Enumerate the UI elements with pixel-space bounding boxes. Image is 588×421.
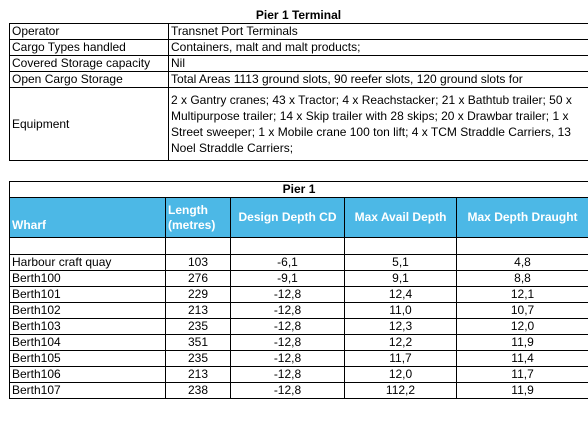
equipment-value: 2 x Gantry cranes; 43 x Tractor; 4 x Reachstacker; 21 x Bathtub trailer; 50 x Multipurpose trailer; 14 x Skip trailer with 28 skips; 20 x Drawbar trailer; 1 x Street sweeper; 1 x Mobile crane 100 ton lift; 4 x TCM Straddle Carriers, 13 Noel Straddle Carriers; bbox=[169, 88, 588, 161]
covered-storage-value: Nil bbox=[169, 56, 588, 72]
design-depth-cell: -9,1 bbox=[231, 271, 345, 287]
wharf-cell: Berth106 bbox=[10, 367, 166, 383]
open-storage-value: Total Areas 1113 ground slots, 90 reefer slots, 120 ground slots for bbox=[169, 72, 588, 88]
max-depth-draught-cell: 11,9 bbox=[457, 383, 588, 399]
header-row bbox=[10, 198, 588, 238]
table-row bbox=[10, 72, 588, 88]
max-avail-depth-cell: 12,2 bbox=[345, 335, 457, 351]
wharf-cell: Berth100 bbox=[10, 271, 166, 287]
max-depth-draught-cell: 12,0 bbox=[457, 319, 588, 335]
max-depth-draught-header: Max Depth Draught bbox=[457, 198, 588, 238]
table-row bbox=[10, 287, 588, 303]
length-cell: 235 bbox=[166, 351, 231, 367]
design-depth-header: Design Depth CD bbox=[231, 198, 345, 238]
max-avail-depth-cell: 11,7 bbox=[345, 351, 457, 367]
wharf-header: Wharf bbox=[10, 198, 166, 238]
wharf-cell: Berth102 bbox=[10, 303, 166, 319]
max-avail-depth-cell: 12,4 bbox=[345, 287, 457, 303]
cargo-types-label: Cargo Types handled bbox=[10, 40, 169, 56]
cargo-types-value: Containers, malt and malt products; bbox=[169, 40, 588, 56]
length-header: Length (metres) bbox=[166, 198, 231, 238]
design-depth-cell: -12,8 bbox=[231, 383, 345, 399]
max-avail-depth-cell: 11,0 bbox=[345, 303, 457, 319]
wharf-cell: Berth105 bbox=[10, 351, 166, 367]
table-row bbox=[10, 88, 588, 161]
length-cell: 213 bbox=[166, 303, 231, 319]
length-cell: 229 bbox=[166, 287, 231, 303]
table-row bbox=[10, 255, 588, 271]
table-row bbox=[10, 351, 588, 367]
blank-row bbox=[10, 238, 588, 255]
design-depth-cell: -6,1 bbox=[231, 255, 345, 271]
wharf-cell: Harbour craft quay bbox=[10, 255, 166, 271]
max-depth-draught-cell: 8,8 bbox=[457, 271, 588, 287]
wharf-cell: Berth101 bbox=[10, 287, 166, 303]
pier-wharf-table bbox=[9, 181, 588, 399]
max-avail-depth-cell: 9,1 bbox=[345, 271, 457, 287]
design-depth-cell: -12,8 bbox=[231, 287, 345, 303]
open-storage-label: Open Cargo Storage bbox=[10, 72, 169, 88]
wharf-cell: Berth107 bbox=[10, 383, 166, 399]
design-depth-cell: -12,8 bbox=[231, 303, 345, 319]
length-cell: 235 bbox=[166, 319, 231, 335]
max-depth-draught-cell: 11,9 bbox=[457, 335, 588, 351]
design-depth-cell: -12,8 bbox=[231, 335, 345, 351]
pier-title: Pier 1 bbox=[10, 182, 588, 198]
length-cell: 213 bbox=[166, 367, 231, 383]
table-row bbox=[10, 40, 588, 56]
max-depth-draught-cell: 4,8 bbox=[457, 255, 588, 271]
design-depth-cell: -12,8 bbox=[231, 367, 345, 383]
length-cell: 276 bbox=[166, 271, 231, 287]
operator-value: Transnet Port Terminals bbox=[169, 24, 588, 40]
wharf-cell: Berth103 bbox=[10, 319, 166, 335]
wharf-cell: Berth104 bbox=[10, 335, 166, 351]
max-depth-draught-cell: 11,7 bbox=[457, 367, 588, 383]
max-avail-depth-cell: 12,3 bbox=[345, 319, 457, 335]
table-row bbox=[10, 383, 588, 399]
terminal-title: Pier 1 Terminal bbox=[10, 8, 588, 24]
equipment-label: Equipment bbox=[10, 88, 169, 161]
table-row bbox=[10, 319, 588, 335]
design-depth-cell: -12,8 bbox=[231, 319, 345, 335]
length-cell: 351 bbox=[166, 335, 231, 351]
max-depth-draught-cell: 11,4 bbox=[457, 351, 588, 367]
length-cell: 238 bbox=[166, 383, 231, 399]
table-row bbox=[10, 303, 588, 319]
table-row bbox=[10, 335, 588, 351]
table-row bbox=[10, 271, 588, 287]
max-avail-depth-cell: 112,2 bbox=[345, 383, 457, 399]
max-depth-draught-cell: 12,1 bbox=[457, 287, 588, 303]
max-avail-depth-cell: 5,1 bbox=[345, 255, 457, 271]
operator-label: Operator bbox=[10, 24, 169, 40]
covered-storage-label: Covered Storage capacity bbox=[10, 56, 169, 72]
length-cell: 103 bbox=[166, 255, 231, 271]
max-avail-depth-header: Max Avail Depth bbox=[345, 198, 457, 238]
table-row bbox=[10, 56, 588, 72]
terminal-info-table bbox=[9, 8, 588, 161]
table-row bbox=[10, 24, 588, 40]
table-row bbox=[10, 367, 588, 383]
design-depth-cell: -12,8 bbox=[231, 351, 345, 367]
max-avail-depth-cell: 12,0 bbox=[345, 367, 457, 383]
max-depth-draught-cell: 10,7 bbox=[457, 303, 588, 319]
